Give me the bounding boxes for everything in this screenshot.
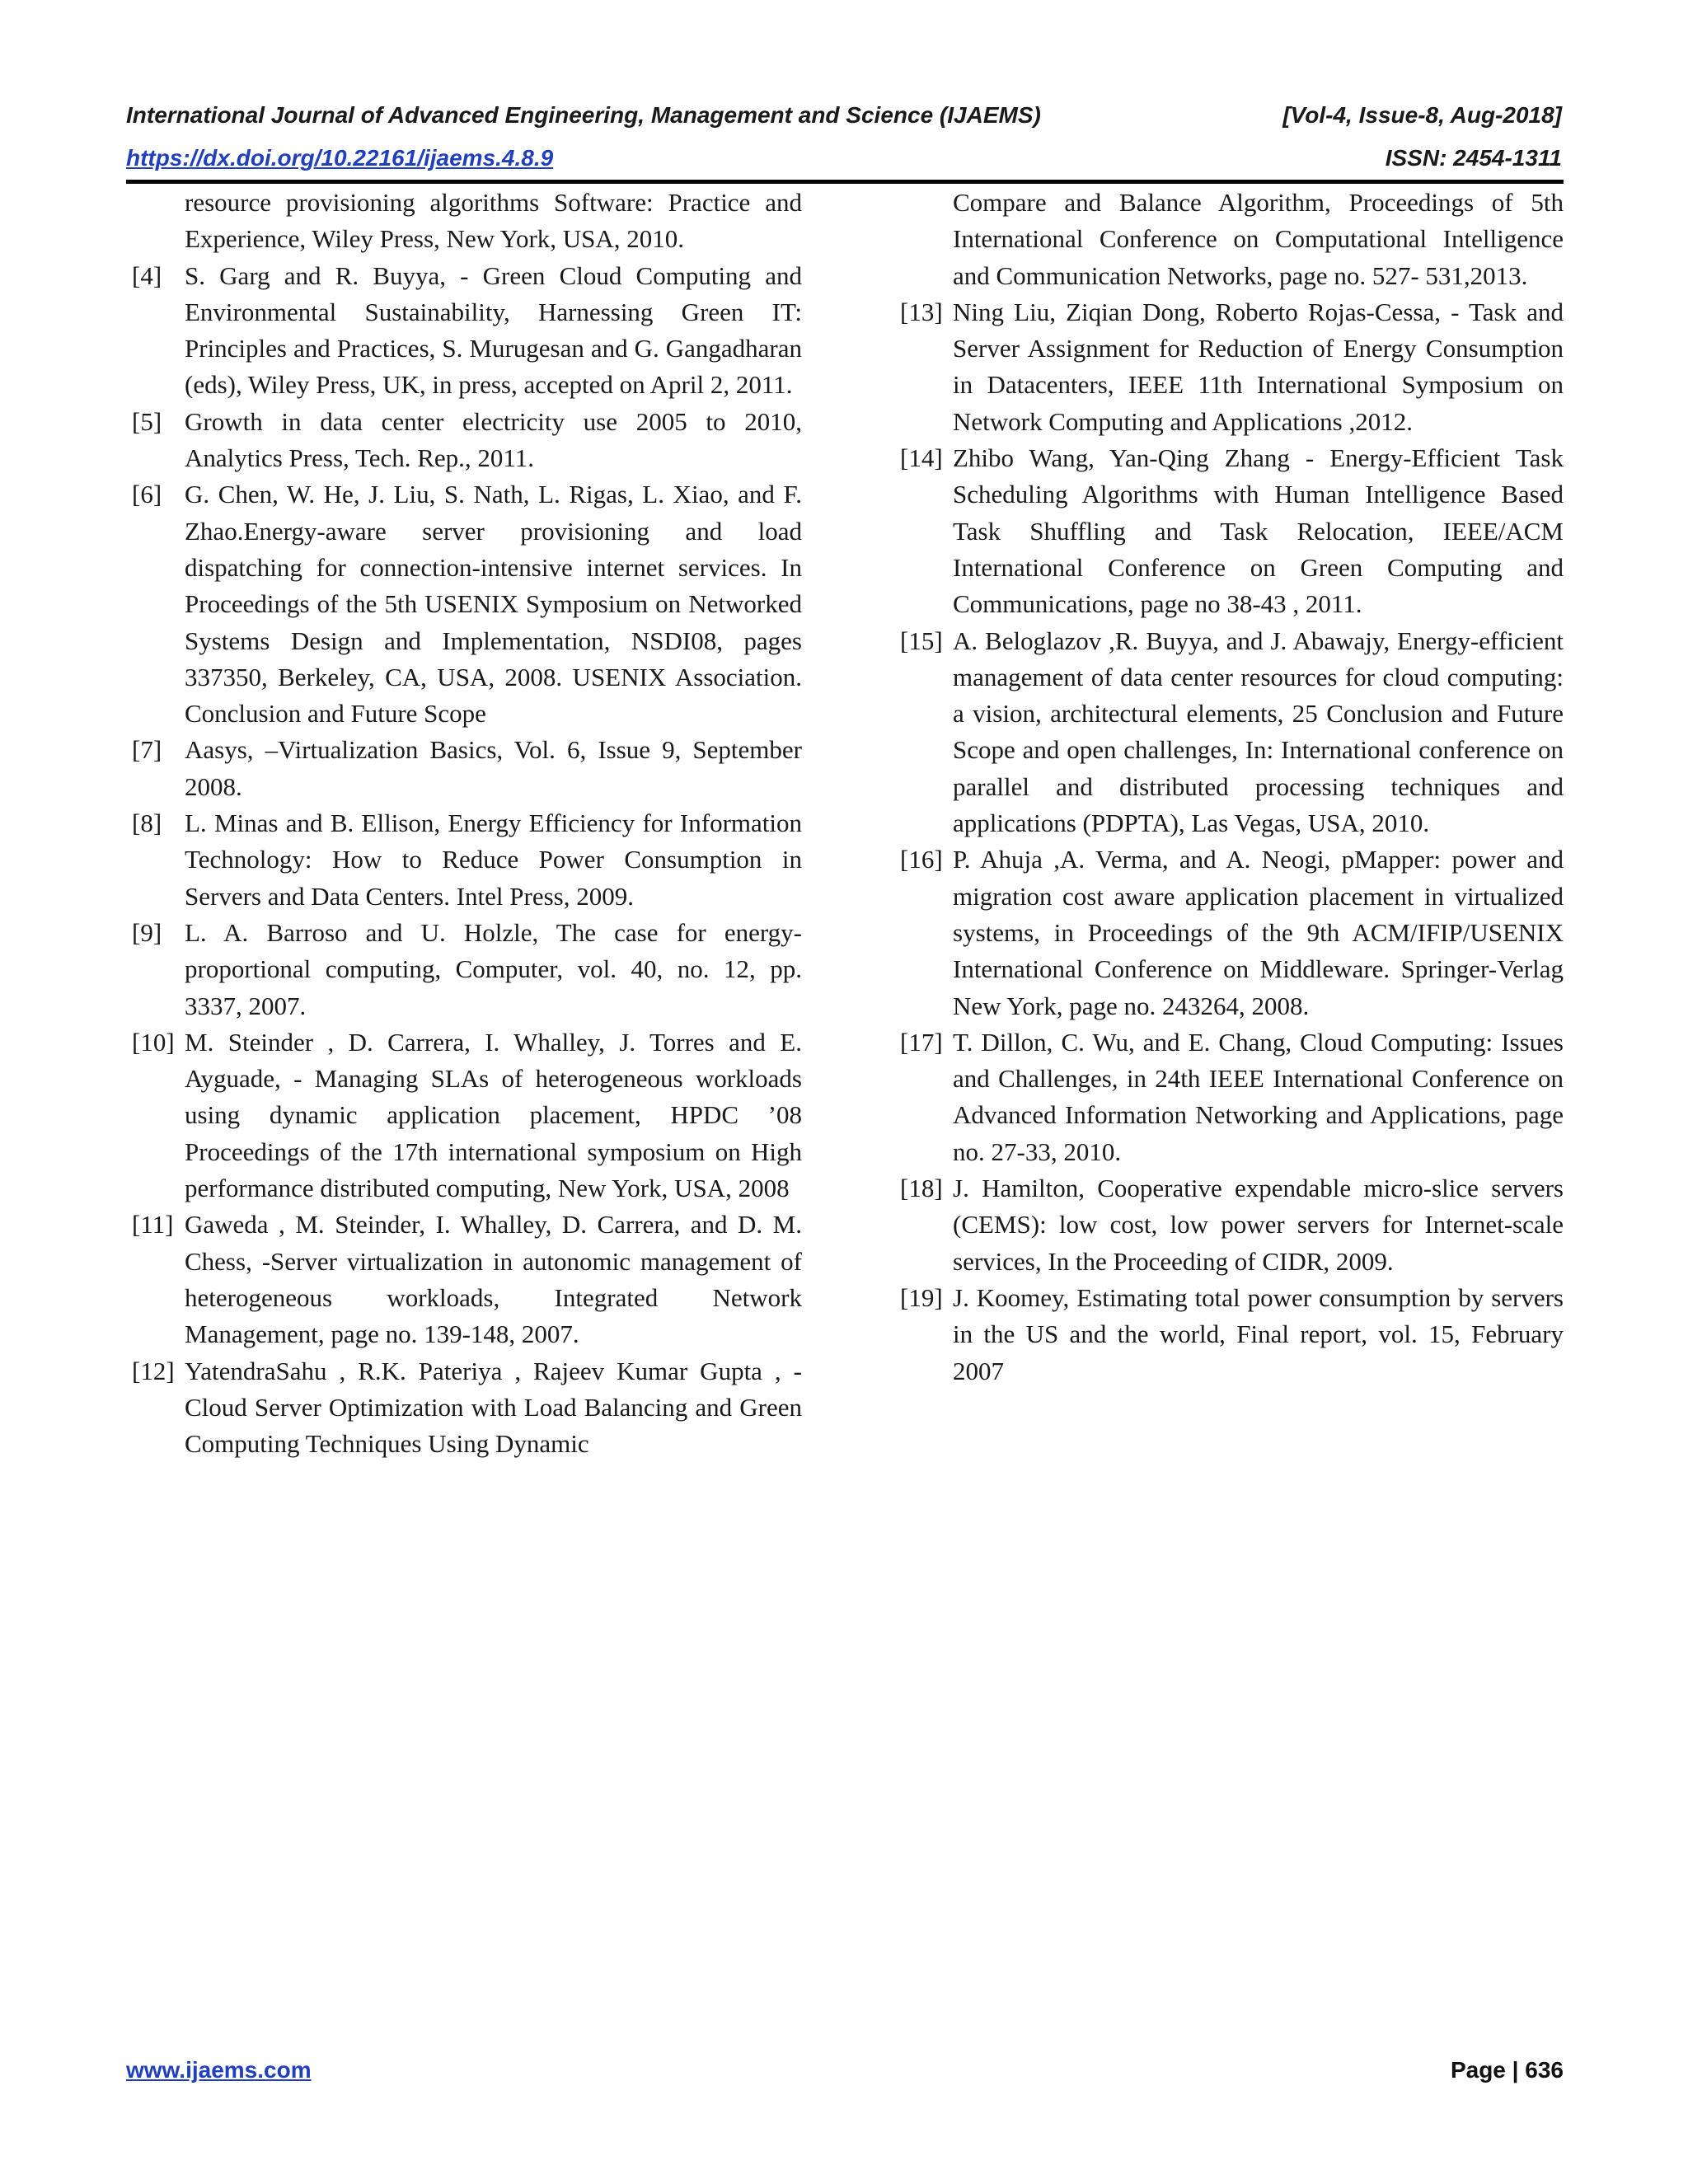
reference-12: [12] YatendraSahu , R.K. Pateriya , Rajeev Kumar Gupta , - Cloud Server Optimization with Load Balancing and Green Computing Techniques Using Dynamic (132, 1356, 802, 1459)
header-rule (126, 180, 1564, 184)
right-column (900, 185, 1564, 1390)
left-column (132, 185, 802, 1462)
reference-16: [16] P. Ahuja ,A. Verma, and A. Neogi, pMapper: power and migration cost aware application placement in virtualized systems, in Proceedings of the 9th ACM/IFIP/USENIX International Conference on Middleware. Springer-Verlag New York, page no. 243264, 2008. (900, 845, 1564, 1020)
reference-18: [18] J. Hamilton, Cooperative expendable micro-slice servers (CEMS): low cost, low power servers for Internet-scale services, In the Proceeding of CIDR, 2009. (900, 1174, 1564, 1276)
reference-17: [17] T. Dillon, C. Wu, and E. Chang, Cloud Computing: Issues and Challenges, in 24th IEEE International Conference on Advanced Information Networking and Applications, page no. 27-33, 2010. (900, 1027, 1564, 1166)
reference-4: [4] S. Garg and R. Buyya, - Green Cloud Computing and Environmental Sustainability, Harnessing Green IT: Principles and Practices, S. Murugesan and G. Gangadharan (eds), Wiley Press, UK, in press, accepted on April 2, 2011. (132, 260, 802, 400)
reference-10: [10] M. Steinder , D. Carrera, I. Whalley, J. Torres and E. Ayguade, - Managing SLAs of heterogeneous workloads using dynamic application placement, HPDC ’08 Proceedings of the 17th international symposium on High performance distributed computing, New York, USA, 2008 (132, 1027, 802, 1203)
website-link[interactable]: www.ijaems.com (126, 2057, 312, 2083)
reference-6: [6] G. Chen, W. He, J. Liu, S. Nath, L. Rigas, L. Xiao, and F. Zhao.Energy-aware server provisioning and load dispatching for connection-intensive internet services. In Proceedings of the 5th USENIX Symposium on Networked Systems Design and Implementation, NSDI08, pages 337350, Berkeley, CA, USA, 2008. USENIX Association. Conclusion and Future Scope (132, 480, 802, 729)
reference-continuation-right: Compare and Balance Algorithm, Proceedings of 5th International Conference on Computational Intelligence and Communication Networks, page no. 527- 531,2013. (953, 188, 1564, 290)
doi-link[interactable]: https://dx.doi.org/10.22161/ijaems.4.8.9 (126, 145, 554, 171)
reference-9: [9] L. A. Barroso and U. Holzle, The case for energy-proportional computing, Computer, vol. 40, no. 12, pp. 3337, 2007. (132, 917, 802, 1020)
reference-19: [19] J. Koomey, Estimating total power consumption by servers in the US and the world, Final report, vol. 15, February 2007 (900, 1282, 1564, 1385)
reference-14: [14] Zhibo Wang, Yan-Qing Zhang - Energy-Efficient Task Scheduling Algorithms with Human Intelligence Based Task Shuffling and Task Relocation, IEEE/ACM International Conference on Green Computing and Communications, page no 38-43 , 2011. (900, 443, 1564, 619)
reference-11: [11] Gaweda , M. Steinder, I. Whalley, D. Carrera, and D. M. Chess, -Server virtualization in autonomic management of heterogeneous workloads, Integrated Network Management, page no. 139-148, 2007. (132, 1210, 802, 1349)
reference-5: [5] Growth in data center electricity use 2005 to 2010, Analytics Press, Tech. Rep., 2011. (132, 406, 802, 473)
volume-issue: [Vol-4, Issue-8, Aug-2018] (1282, 102, 1562, 128)
reference-continuation: resource provisioning algorithms Software: Practice and Experience, Wiley Press, New York, USA, 2010. (185, 188, 802, 254)
issn: ISSN: 2454-1311 (1385, 145, 1562, 171)
page-number: Page | 636 (1450, 2057, 1564, 2083)
reference-15: [15] A. Beloglazov ,R. Buyya, and J. Abawajy, Energy-efficient management of data center resources for cloud computing: a vision, architectural elements, 25 Conclusion and Future Scope and open challenges, In: International conference on parallel and distributed processing techniques and applications (PDPTA), Las Vegas, USA, 2010. (900, 626, 1564, 838)
journal-title: International Journal of Advanced Engineering, Management and Science (IJAEMS) (126, 102, 1041, 128)
page-footer (126, 2057, 1564, 2090)
reference-7: [7] Aasys, –Virtualization Basics, Vol. 6, Issue 9, September 2008. (132, 735, 802, 801)
reference-8: [8] L. Minas and B. Ellison, Energy Efficiency for Information Technology: How to Reduce Power Consumption in Servers and Data Centers. Intel Press, 2009. (132, 808, 802, 911)
reference-13: [13] Ning Liu, Ziqian Dong, Roberto Rojas-Cessa, - Task and Server Assignment for Reduction of Energy Consumption in Datacenters, IEEE 11th International Symposium on Network Computing and Applications ,2012. (900, 297, 1564, 436)
